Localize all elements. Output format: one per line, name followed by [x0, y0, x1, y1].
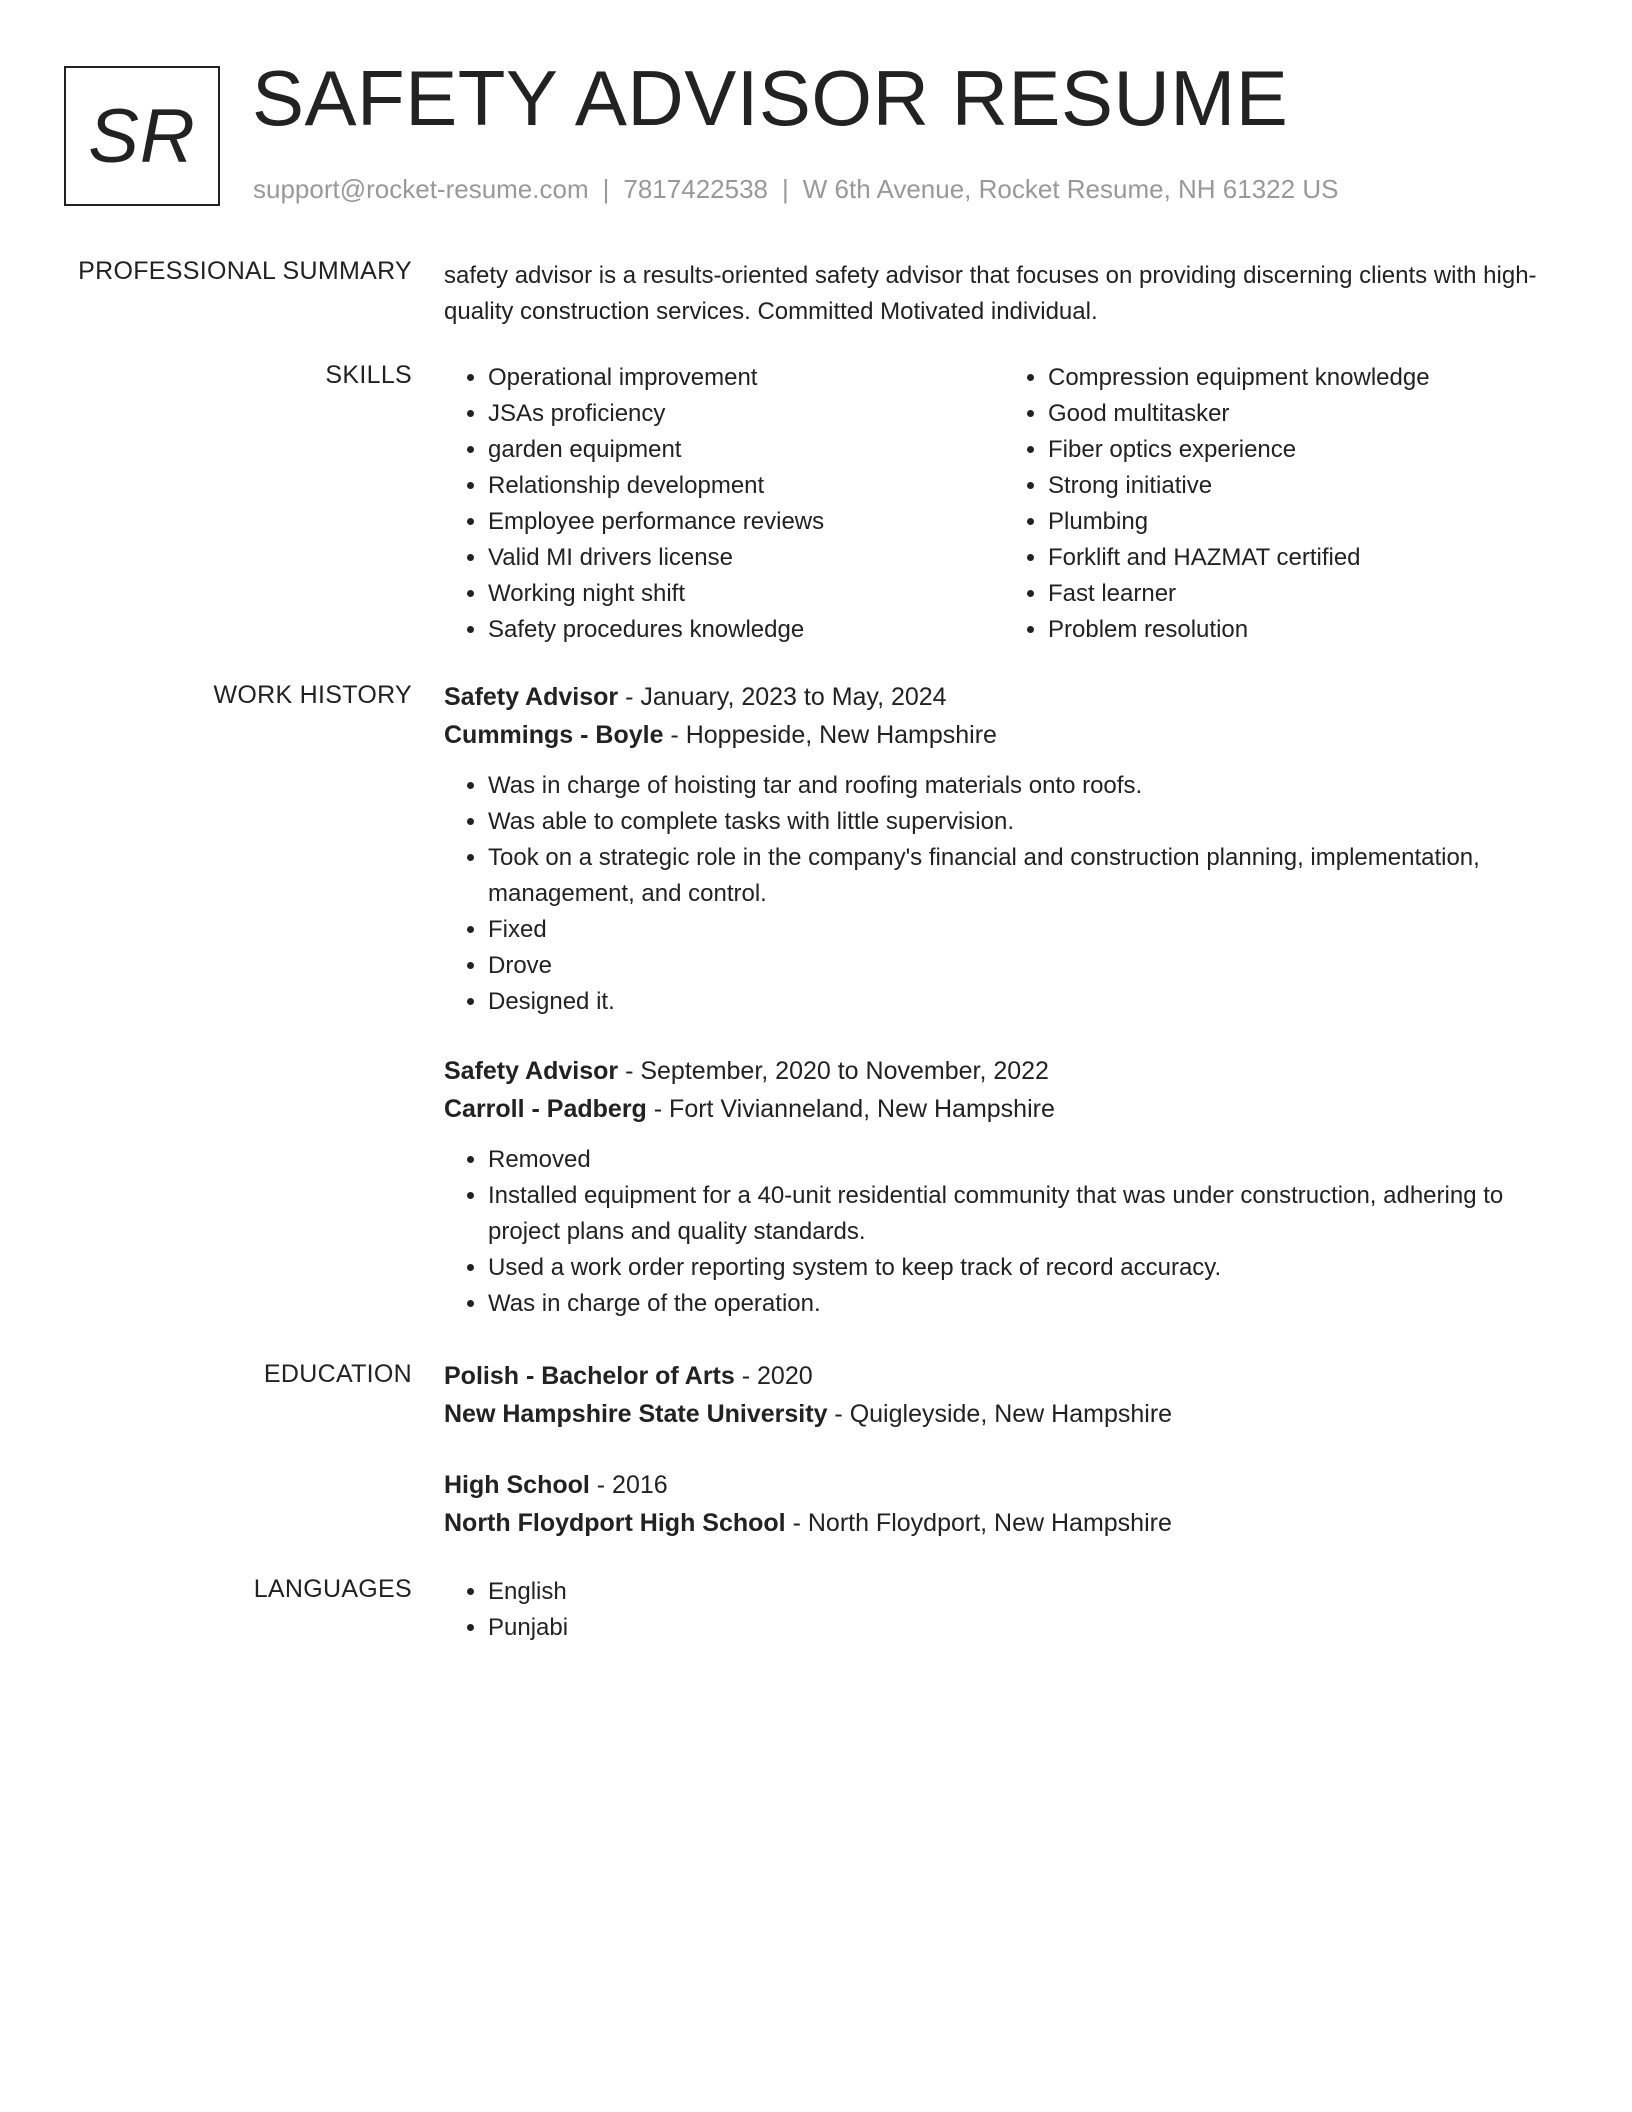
skills-body — [444, 360, 1564, 648]
languages-list — [444, 1574, 1564, 1646]
list-item: • Was able to complete tasks with little supervision. — [488, 804, 1564, 840]
list-item: • Designed it. — [488, 984, 1564, 1020]
monogram-badge: SR — [64, 66, 220, 206]
work-history-body — [444, 678, 1564, 1322]
contact-line — [253, 174, 1338, 205]
list-item: • Fiber optics experience — [1048, 432, 1564, 468]
job-location: - Hoppeside, New Hampshire — [663, 721, 997, 749]
list-item: • garden equipment — [488, 432, 1004, 468]
section-heading-summary: PROFESSIONAL SUMMARY — [78, 257, 412, 285]
list-item: • Installed equipment for a 40-unit residential community that was under construction, adhering to project plans and quality standards. — [488, 1178, 1564, 1250]
contact-phone: 7817422538 — [623, 174, 768, 204]
school-location: - North Floydport, New Hampshire — [785, 1509, 1172, 1537]
job-entry — [444, 1052, 1564, 1322]
job-title-line — [444, 1052, 1564, 1090]
job-dates: - January, 2023 to May, 2024 — [618, 683, 947, 711]
section-heading-skills: SKILLS — [325, 361, 412, 389]
list-item: • Fixed — [488, 912, 1564, 948]
school-line — [444, 1504, 1564, 1542]
job-location: - Fort Vivianneland, New Hampshire — [646, 1095, 1055, 1123]
school-line — [444, 1395, 1564, 1433]
list-item: • Operational improvement — [488, 360, 1004, 396]
section-heading-languages: LANGUAGES — [253, 1575, 412, 1603]
degree-year: - 2020 — [734, 1362, 813, 1390]
list-item: • Compression equipment knowledge — [1048, 360, 1564, 396]
list-item: • Took on a strategic role in the company's financial and construction planning, implementation, management, and control. — [488, 840, 1564, 912]
list-item: • Safety procedures knowledge — [488, 612, 1004, 648]
list-item: • Working night shift — [488, 576, 1004, 612]
list-item: • English — [488, 1574, 1564, 1610]
job-title: Safety Advisor — [444, 1057, 619, 1085]
list-item: • Was in charge of hoisting tar and roofing materials onto roofs. — [488, 768, 1564, 804]
page-title: SAFETY ADVISOR RESUME — [252, 54, 1289, 142]
section-heading-education: EDUCATION — [263, 1360, 412, 1388]
skills-list-left — [444, 360, 1004, 648]
school-location: - Quigleyside, New Hampshire — [827, 1400, 1173, 1428]
job-entry — [444, 678, 1564, 1020]
job-company: Carroll - Padberg — [444, 1095, 647, 1123]
skills-list-right — [1004, 360, 1564, 648]
list-item: • Drove — [488, 948, 1564, 984]
job-bullets — [444, 768, 1564, 1020]
section-heading-work: WORK HISTORY — [213, 681, 412, 709]
list-item: • Employee performance reviews — [488, 504, 1004, 540]
list-item: • Relationship development — [488, 468, 1004, 504]
degree-year: - 2016 — [589, 1471, 668, 1499]
list-item: • Valid MI drivers license — [488, 540, 1004, 576]
list-item: • Fast learner — [1048, 576, 1564, 612]
school: New Hampshire State University — [444, 1400, 828, 1428]
job-title-line — [444, 678, 1564, 716]
job-dates: - September, 2020 to November, 2022 — [618, 1057, 1049, 1085]
list-item: • Removed — [488, 1142, 1564, 1178]
summary-text: safety advisor is a results-oriented safety advisor that focuses on providing discerning clients with high-quality construction services. Committed Motivated individual. — [444, 262, 1537, 325]
list-item: • Used a work order reporting system to keep track of record accuracy. — [488, 1250, 1564, 1286]
job-title: Safety Advisor — [444, 683, 619, 711]
job-company-line — [444, 716, 1564, 754]
job-company: Cummings - Boyle — [444, 721, 664, 749]
job-bullets — [444, 1142, 1564, 1322]
degree: High School — [444, 1471, 590, 1499]
list-item: • Strong initiative — [1048, 468, 1564, 504]
list-item: • Forklift and HAZMAT certified — [1048, 540, 1564, 576]
job-company-line — [444, 1090, 1564, 1128]
degree-line — [444, 1466, 1564, 1504]
list-item: • Punjabi — [488, 1610, 1564, 1646]
languages-body — [444, 1574, 1564, 1646]
list-item: • Problem resolution — [1048, 612, 1564, 648]
education-body — [444, 1357, 1564, 1542]
list-item: • Plumbing — [1048, 504, 1564, 540]
education-entry — [444, 1357, 1564, 1433]
list-item: • Good multitasker — [1048, 396, 1564, 432]
contact-separator: | — [602, 174, 610, 204]
school: North Floydport High School — [444, 1509, 786, 1537]
degree: Polish - Bachelor of Arts — [444, 1362, 735, 1390]
contact-email[interactable]: support@rocket-resume.com — [253, 174, 589, 204]
degree-line — [444, 1357, 1564, 1395]
list-item: • JSAs proficiency — [488, 396, 1004, 432]
contact-address: W 6th Avenue, Rocket Resume, NH 61322 US — [802, 174, 1339, 204]
education-entry — [444, 1466, 1564, 1542]
contact-separator: | — [782, 174, 789, 204]
list-item: • Was in charge of the operation. — [488, 1286, 1564, 1322]
